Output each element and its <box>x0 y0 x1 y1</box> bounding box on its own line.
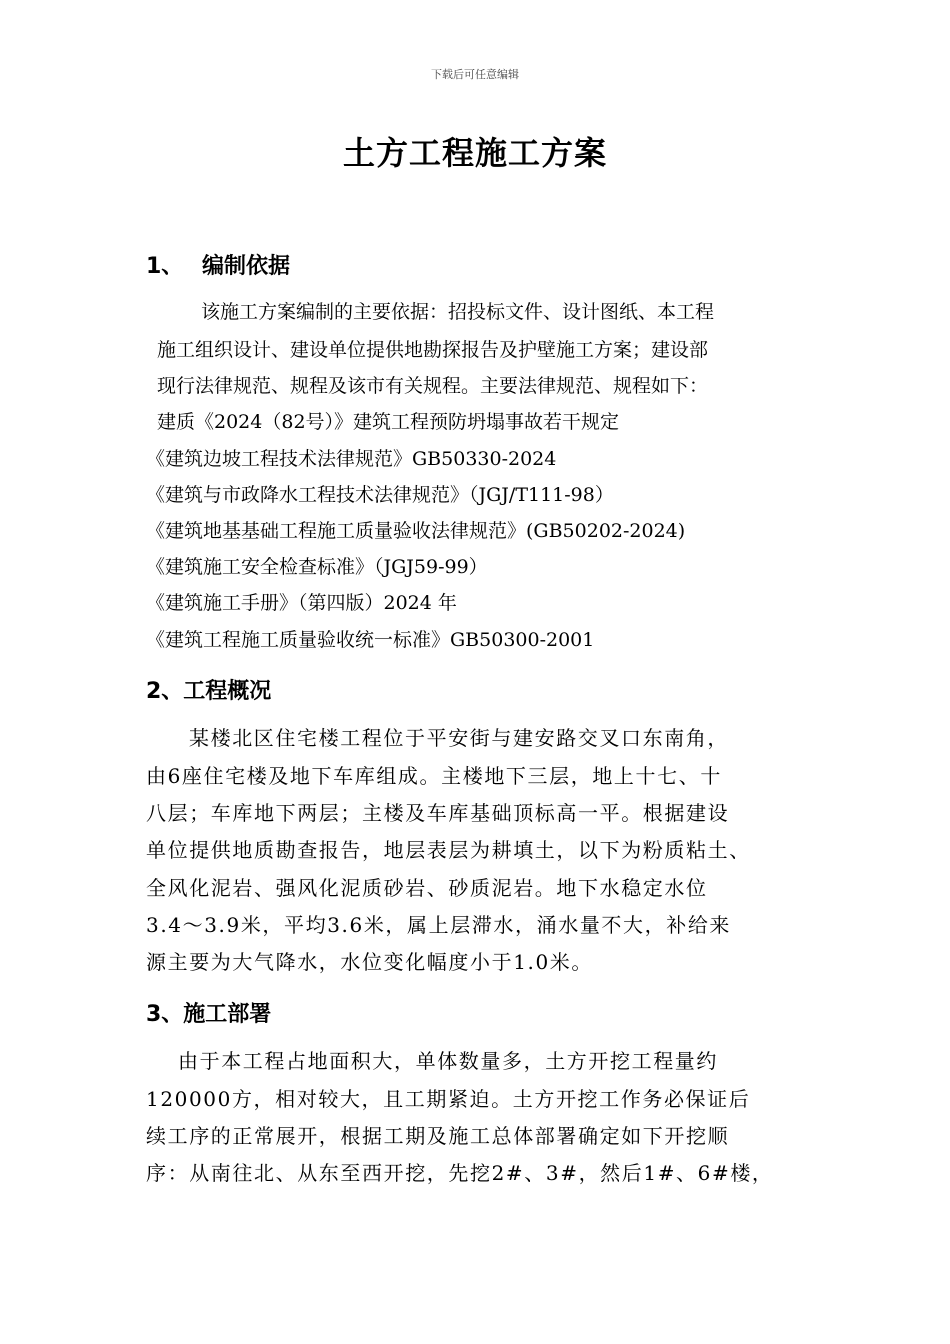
paragraph-line: 3.4～3.9米，平均3.6米，属上层滞水，涌水量不大，补给来 <box>146 913 732 937</box>
paragraph-line: 某楼北区住宅楼工程位于平安街与建安路交叉口东南角， <box>189 726 729 750</box>
section-1-number: 1、 <box>146 254 184 279</box>
paragraph-line: 该施工方案编制的主要依据：招投标文件、设计图纸、本工程 <box>201 301 715 323</box>
paragraph-line: 120000方，相对较大，且工期紧迫。土方开挖工作务必保证后 <box>146 1087 751 1111</box>
reference-line: 《建筑施工手册》（第四版）2024 年 <box>146 592 457 614</box>
section-1-heading <box>146 249 290 280</box>
header-note: 下载后可任意编辑 <box>431 68 519 81</box>
paragraph-line: 单位提供地质勘查报告，地层表层为耕填土，以下为粉质粘土、 <box>146 838 751 862</box>
paragraph-line: 源主要为大气降水，水位变化幅度小于1.0米。 <box>146 950 594 974</box>
reference-line: 《建筑边坡工程技术法律规范》GB50330-2024 <box>146 448 557 470</box>
reference-line: 《建筑工程施工质量验收统一标准》GB50300-2001 <box>146 629 595 651</box>
paragraph-line: 续工序的正常展开，根据工期及施工总体部署确定如下开挖顺 <box>146 1124 730 1148</box>
paragraph-line: 全风化泥岩、强风化泥质砂岩、砂质泥岩。地下水稳定水位 <box>146 876 708 900</box>
paragraph-line: 由于本工程占地面积大，单体数量多，土方开挖工程量约 <box>178 1049 718 1073</box>
paragraph-line: 施工组织设计、建设单位提供地勘探报告及护壁施工方案；建设部 <box>157 339 709 361</box>
paragraph-line: 现行法律规范、规程及该市有关规程。主要法律规范、规程如下： <box>157 375 709 397</box>
reference-line: 《建筑地基基础工程施工质量验收法律规范》(GB50202-2024) <box>146 520 686 542</box>
document-title: 土方工程施工方案 <box>342 134 607 172</box>
paragraph-line: 八层；车库地下两层；主楼及车库基础顶标高一平。根据建设 <box>146 801 730 825</box>
paragraph-line: 序：从南往北、从东至西开挖，先挖2#、3#，然后1#、6#楼， <box>146 1161 774 1185</box>
reference-line: 《建筑与市政降水工程技术法律规范》（JGJ/T111-98） <box>146 484 614 506</box>
section-3-heading: 3、施工部署 <box>146 1002 272 1027</box>
paragraph-line: 建质《2024（82号）》建筑工程预防坍塌事故若干规定 <box>157 411 620 433</box>
reference-line: 《建筑施工安全检查标准》（JGJ59-99） <box>146 556 488 578</box>
section-2-heading: 2、工程概况 <box>146 679 272 704</box>
paragraph-line: 由6座住宅楼及地下车库组成。主楼地下三层，地上十七、十 <box>146 764 722 788</box>
section-1-title: 编制依据 <box>202 254 291 279</box>
